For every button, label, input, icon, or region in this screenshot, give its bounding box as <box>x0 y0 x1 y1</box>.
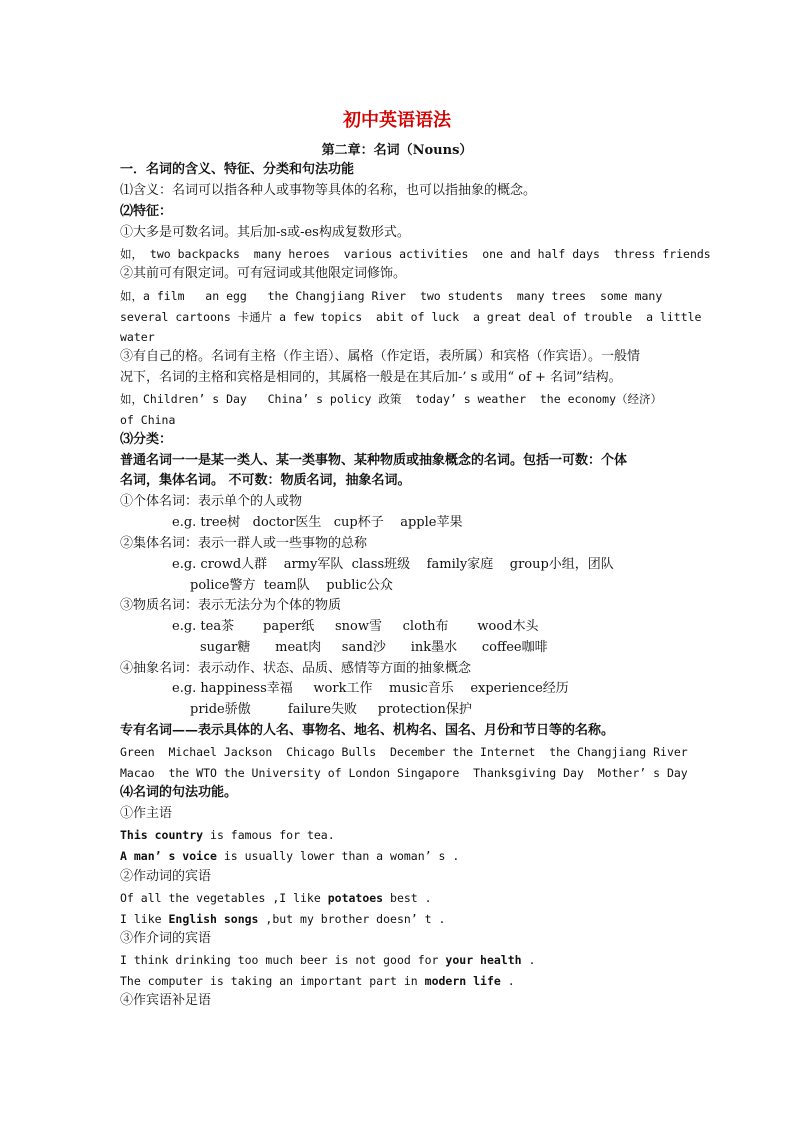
highlight: This country <box>120 828 204 842</box>
abstract-noun: ④抽象名词：表示动作、状态、品质、感情等方面的抽象概念 <box>120 661 472 676</box>
features-heading: ⑵特征： <box>120 204 173 219</box>
plain-text: The computer is taking an important part in <box>120 974 425 988</box>
prep-object-example-1 <box>120 951 535 969</box>
plain-text: I like <box>120 912 169 926</box>
plain-text: is famous for tea. <box>203 828 335 842</box>
plain-text: best . <box>383 891 432 905</box>
collective-noun-examples-cont: police警方 team队 public公众 <box>190 578 393 593</box>
subject-example-1 <box>120 826 335 844</box>
common-noun-def: 普通名词一一是某一类人、某一类事物、某种物质或抽象概念的名词。包括一可数：个体 <box>120 453 628 468</box>
proper-noun-def: 专有名词——表示具体的人名、事物名、地名、机构名、国名、月份和节日等的名称。 <box>120 723 615 738</box>
highlight: your health <box>445 953 522 967</box>
syntax-heading: ⑷名词的句法功能。 <box>120 785 238 800</box>
feature-2: ②其前可有限定词。可有冠词或其他限定词修饰。 <box>120 266 407 281</box>
common-noun-def-cont: 名词，集体名词。 不可数：物质名词，抽象名词。 <box>120 473 411 488</box>
section-heading: 一．名词的含义、特征、分类和句法功能 <box>120 162 355 177</box>
abstract-noun-examples: e.g. happiness幸福 work工作 music音乐 experience经历 <box>172 681 569 696</box>
plain-text: . <box>500 974 515 988</box>
material-noun-examples-cont: sugar糖 meat肉 sand沙 ink墨水 coffee咖啡 <box>200 640 548 655</box>
highlight: English songs <box>168 912 259 926</box>
collective-noun-examples: e.g. crowd人群 army军队 class班级 family家庭 group小组，团队 <box>172 557 614 572</box>
feature-3-examples: 如，Children’ s Day China’ s policy 政策 today’ s weather the economy（经济） <box>120 392 663 406</box>
feature-3-cont: 况下，名词的主格和宾格是相同的，其属格一般是在其后加-’ s 或用“ of + 名词”结构。 <box>120 370 622 385</box>
prep-object-example-2 <box>120 972 515 990</box>
verb-object-example-1 <box>120 889 432 907</box>
plain-text: ,but my brother doesn’ t . <box>258 912 446 926</box>
highlight: A man’ s voice <box>120 849 217 863</box>
individual-noun: ①个体名词：表示单个的人或物 <box>120 494 303 509</box>
feature-3-examples-end: of China <box>120 413 176 427</box>
feature-2-examples: 如，a film an egg the Changjiang River two students many trees some many <box>120 289 663 303</box>
plain-text: . <box>521 953 536 967</box>
document-title: 初中英语语法 <box>343 110 451 131</box>
feature-2-examples-cont: several cartoons 卡通片 a few topics abit of luck a great deal of trouble a little <box>120 310 702 324</box>
individual-noun-examples: e.g. tree树 doctor医生 cup杯子 apple苹果 <box>172 515 463 530</box>
feature-2-examples-end: water <box>120 330 155 344</box>
plain-text: Of all the vegetables ,I like <box>120 891 328 905</box>
collective-noun: ②集体名词：表示一群人或一些事物的总称 <box>120 536 368 551</box>
material-noun: ③物质名词：表示无法分为个体的物质 <box>120 598 342 613</box>
as-prep-object-heading: ③作介词的宾语 <box>120 931 212 946</box>
material-noun-examples: e.g. tea茶 paper纸 snow雪 cloth布 wood木头 <box>172 619 539 634</box>
feature-1-examples: 如， two backpacks many heroes various activities one and half days thress friends <box>120 247 711 261</box>
feature-1: ①大多是可数名词。其后加-s或-es构成复数形式。 <box>120 225 410 240</box>
proper-noun-examples: Green Michael Jackson Chicago Bulls December the Internet the Changjiang River <box>120 745 688 759</box>
highlight: modern life <box>424 974 501 988</box>
feature-3: ③有自己的格。名词有主格（作主语）、属格（作定语，表所属）和宾格（作宾语）。一般情 <box>120 349 641 364</box>
chapter-heading: 第二章：名词（Nouns） <box>321 143 473 158</box>
highlight: potatoes <box>327 891 384 905</box>
verb-object-example-2 <box>120 910 445 928</box>
as-subject-heading: ①作主语 <box>120 806 173 821</box>
as-verb-object-heading: ②作动词的宾语 <box>120 869 212 884</box>
plain-text: is usually lower than a woman’ s . <box>216 849 460 863</box>
classification-heading: ⑶分类： <box>120 432 173 447</box>
proper-noun-examples-cont: Macao the WTO the University of London Singapore Thanksgiving Day Mother’ s Day <box>120 766 688 780</box>
abstract-noun-examples-cont: pride骄傲 failure失败 protection保护 <box>190 702 472 717</box>
subject-example-2 <box>120 847 459 865</box>
definition-line: ⑴含义：名词可以指各种人或事物等具体的名称，也可以指抽象的概念。 <box>120 183 537 198</box>
plain-text: I think drinking too much beer is not good for <box>120 953 446 967</box>
as-object-complement-heading: ④作宾语补足语 <box>120 993 212 1008</box>
